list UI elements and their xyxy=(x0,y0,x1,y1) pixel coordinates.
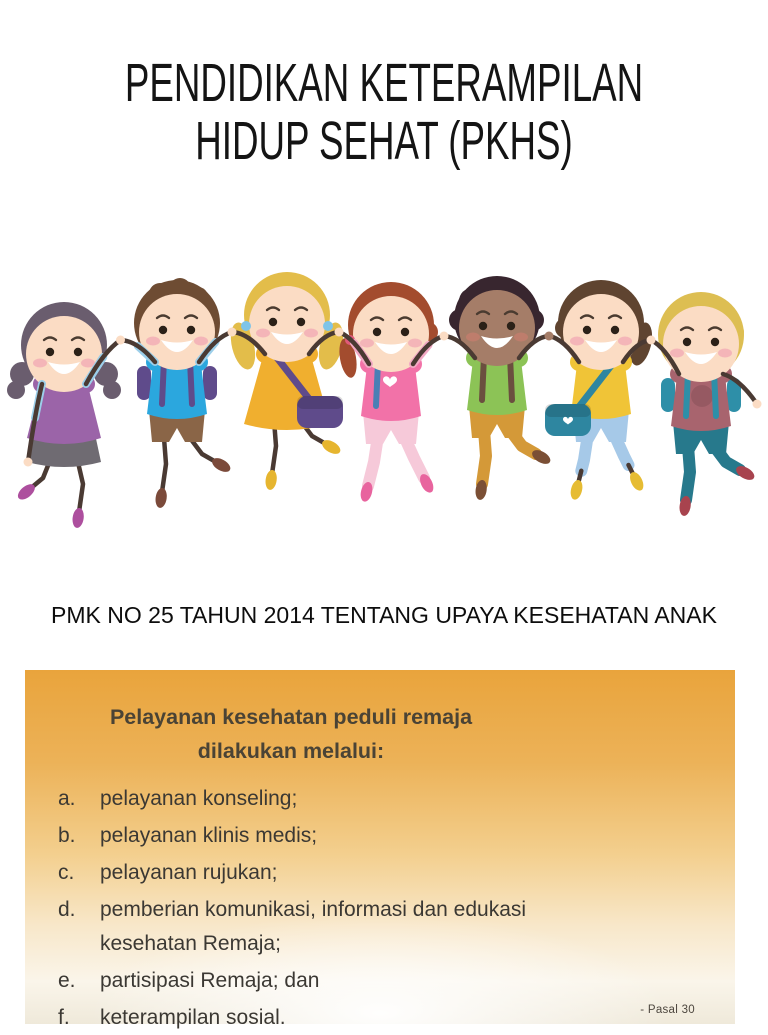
list-item-text: pemberian komunikasi, informasi dan edukasi kesehatan Remaja; xyxy=(100,898,527,955)
list-item-text: pelayanan konseling; xyxy=(100,787,298,810)
child-boy-mauve xyxy=(658,292,757,517)
child-girl-pink xyxy=(337,282,438,503)
child-boy-green xyxy=(449,276,553,501)
panel-list xyxy=(25,782,735,1035)
child-boy-blue xyxy=(134,278,233,509)
list-item-text: pelayanan klinis medis; xyxy=(100,824,318,847)
list-item-label: d. xyxy=(58,898,76,921)
children-illustration xyxy=(0,250,768,572)
list-item-text: keterampilan sosial. xyxy=(100,1006,286,1029)
children-illustration-svg xyxy=(0,250,768,572)
list-item-label: a. xyxy=(58,787,76,810)
child-girl-blonde-dress xyxy=(227,272,348,491)
list-item xyxy=(25,819,735,853)
list-item-text: pelayanan rujukan; xyxy=(100,861,278,884)
panel-heading-line-2: dilakukan melalui: xyxy=(197,739,385,763)
child-girl-purple xyxy=(7,302,121,529)
title-line-2: HIDUP SEHAT (PKHS) xyxy=(195,111,573,171)
panel-heading xyxy=(41,700,541,768)
list-item xyxy=(25,964,735,998)
list-item-label: e. xyxy=(58,969,76,992)
panel-footnote: - Pasal 30 xyxy=(640,1004,695,1016)
list-item-text: partisipasi Remaja; dan xyxy=(100,969,320,992)
child-girl-yellow xyxy=(545,280,656,501)
list-item-label: b. xyxy=(58,824,76,847)
list-item xyxy=(25,1001,735,1035)
panel-heading-line-1: Pelayanan kesehatan peduli remaja xyxy=(109,705,473,729)
title-line-1: PENDIDIKAN KETERAMPILAN xyxy=(124,53,644,113)
slide-title xyxy=(123,54,645,170)
list-item xyxy=(25,893,735,961)
subtitle-regulation: PMK NO 25 TAHUN 2014 TENTANG UPAYA KESEHATAN ANAK xyxy=(51,602,717,628)
list-item-label: f. xyxy=(58,1006,70,1029)
list-item xyxy=(25,782,735,816)
list-item xyxy=(25,856,735,890)
regulation-panel xyxy=(25,670,735,1029)
list-item-label: c. xyxy=(58,861,75,884)
